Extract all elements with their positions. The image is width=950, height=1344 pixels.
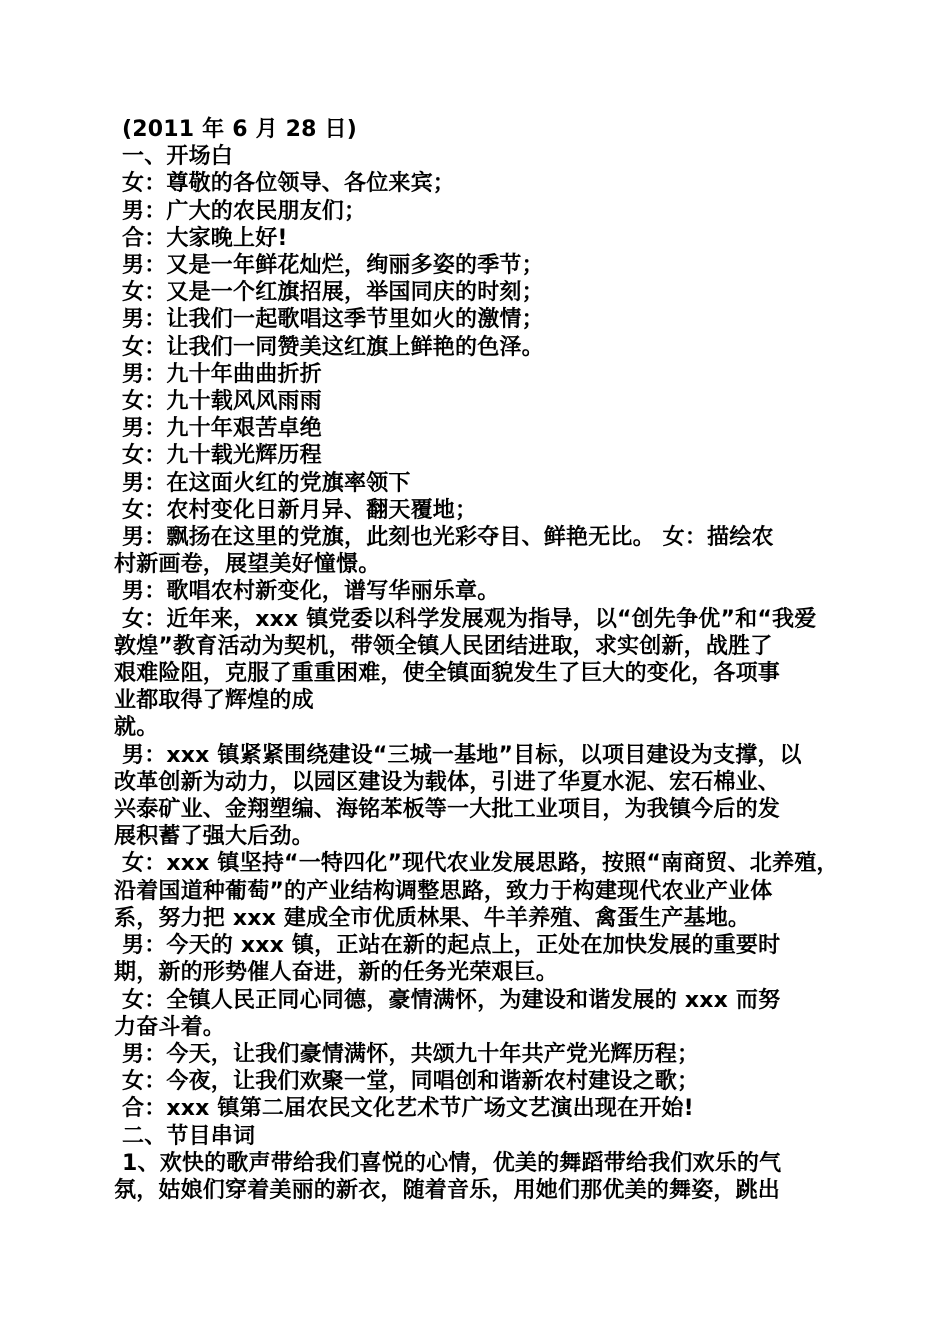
text-line: 女：让我们一同赞美这红旗上鲜艳的色泽。 [122, 334, 544, 360]
text-line: 力奋斗着。 [114, 1014, 226, 1040]
text-line: 改革创新为动力，以园区建设为载体，引进了华夏水泥、宏石棉业、 [114, 769, 781, 795]
text-line: 男：在这面火红的党旗率领下 [122, 470, 411, 496]
text-line: 女：农村变化日新月异、翻天覆地； [122, 497, 478, 523]
text-line: 艰难险阻，克服了重重困难，使全镇面貌发生了巨大的变化，各项事 [114, 661, 781, 687]
text-line: 敦煌”教育活动为契机，带领全镇人民团结进取，求实创新，战胜了 [114, 633, 773, 659]
text-line: 女：近年来，xxx 镇党委以科学发展观为指导，以“创先争优”和“我爱 [122, 606, 817, 632]
text-line: 系，努力把 xxx 建成全市优质林果、牛羊养殖、禽蛋生产基地。 [114, 905, 751, 931]
text-line: 女：xxx 镇坚持“一特四化”现代农业发展思路，按照“南商贸、北养殖， [122, 851, 839, 877]
text-line: 1、欢快的歌声带给我们喜悦的心情，优美的舞蹈带给我们欢乐的气 [122, 1150, 782, 1176]
text-line: 合：xxx 镇第二届农民文化艺术节广场文艺演出现在开始! [122, 1096, 694, 1122]
text-line: 女：又是一个红旗招展，举国同庆的时刻； [122, 280, 544, 306]
text-line: 业都取得了辉煌的成 [114, 688, 314, 714]
text-line: 男：又是一年鲜花灿烂，绚丽多姿的季节； [122, 253, 544, 279]
text-line: 村新画卷，展望美好憧憬。 [114, 552, 381, 578]
text-line: 男：歌唱农村新变化，谱写华丽乐章。 [122, 579, 500, 605]
text-line: 男：九十年艰苦卓绝 [122, 416, 322, 442]
text-line: 期，新的形势催人奋进，新的任务光荣艰巨。 [114, 960, 559, 986]
date-line: (2011 年 6 月 28 日) [122, 117, 357, 142]
text-line: 就。 [114, 715, 159, 741]
text-line: 女：全镇人民正同心同德，豪情满怀，为建设和谐发展的 xxx 而努 [122, 987, 781, 1013]
text-line: 女：尊敬的各位领导、各位来宾； [122, 171, 456, 197]
text-line: 女：九十载光辉历程 [122, 443, 322, 469]
text-line: 沿着国道种葡萄”的产业结构调整思路，致力于构建现代农业产业体 [114, 878, 773, 904]
text-line: 男：广大的农民朋友们； [122, 198, 367, 224]
text-line: 男：九十年曲曲折折 [122, 361, 322, 387]
text-line: 合：大家晚上好! [122, 225, 288, 251]
text-line: 女：九十载风风雨雨 [122, 389, 322, 415]
text-line: 兴泰矿业、金翔塑编、海铭苯板等一大批工业项目，为我镇今后的发 [114, 797, 781, 823]
text-line: 氛，姑娘们穿着美丽的新衣，随着音乐，用她们那优美的舞姿，跳出 [114, 1177, 781, 1203]
text-line: 男：xxx 镇紧紧围绕建设“三城一基地”目标，以项目建设为支撑，以 [122, 742, 802, 768]
text-line: 男：飘扬在这里的党旗，此刻也光彩夺目、鲜艳无比。 女：描绘农 [122, 525, 774, 551]
section-heading: 二、节目串词 [122, 1123, 256, 1149]
document-body [114, 116, 844, 1204]
section-heading: 一、开场白 [122, 144, 234, 170]
text-line: 展积蓄了强大后劲。 [114, 824, 314, 850]
text-line: 男：让我们一起歌唱这季节里如火的激情； [122, 307, 544, 333]
text-line: 男：今天的 xxx 镇，正站在新的起点上，正处在加快发展的重要时 [122, 933, 781, 959]
text-line: 男：今天，让我们豪情满怀，共颂九十年共产党光辉历程； [122, 1041, 700, 1067]
text-line: 女：今夜，让我们欢聚一堂，同唱创和谐新农村建设之歌； [122, 1069, 700, 1095]
